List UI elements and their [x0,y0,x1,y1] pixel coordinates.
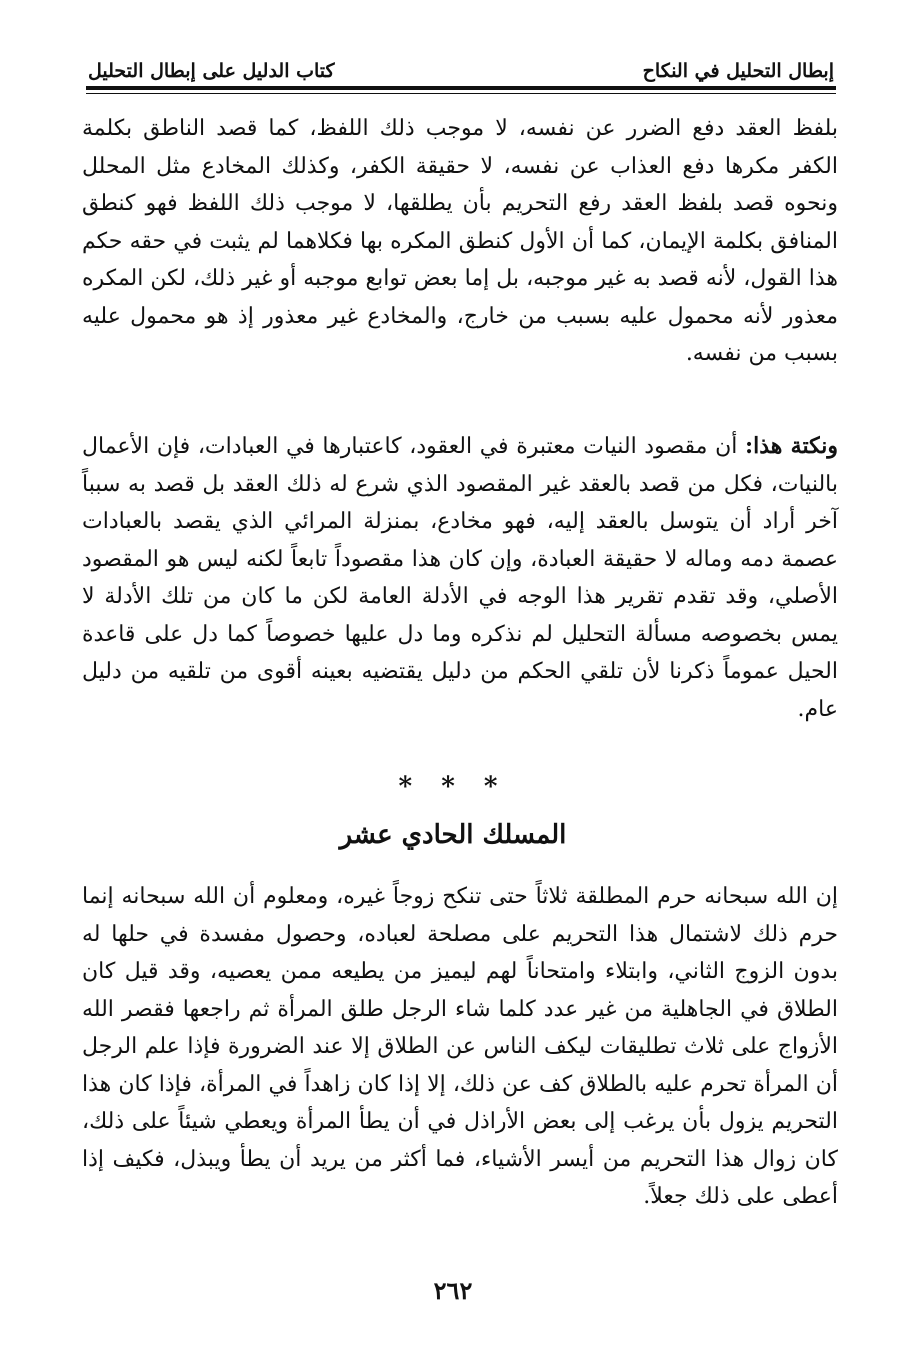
header-chapter-title: إبطال التحليل في النكاح [642,60,834,82]
header-rule-thin [86,93,836,94]
body-paragraph-2 [82,428,838,728]
paragraph-2-body: أن مقصود النيات معتبرة في العقود، كاعتبارها في العبادات، فإن الأعمال بالنيات، فكل من قصد بالعقد غير المقصود الذي شرع له ذلك العقد بل قصد به سبباً آخر أراد أن يتوسل بالعقد إليه، فهو مخادع، بمنزلة المرائي الذي يقصد بالعبادات عصمة دمه وماله لا حقيقة العبادة، وإن كان هذا مقصوداً تابعاً لكنه ليس هو المقصود الأصلي، وقد تقدم تقرير هذا الوجه في الأدلة العامة لكن ما كان من تلك الأدلة لا يمس بخصوصه مسألة التحليل لم نذكره وما دل عليها خصوصاً كما دل على قاعدة الحيل عموماً ذكرنا لأن تلقي الحكم من دليل يقتضيه بعينه أقوى من تلقيه من دليل عام. [82,434,838,722]
page-number: ٢٦٢ [433,1276,473,1305]
body-paragraph-3 [82,878,838,1216]
paragraph-1-text: بلفظ العقد دفع الضرر عن نفسه، لا موجب ذلك اللفظ، كما قصد الناطق بكلمة الكفر مكرها دفع العذاب عن نفسه، لا حقيقة الكفر، وكذلك المخادع مثل المحلل ونحوه قصد بلفظ العقد رفع التحريم بأن يطلقها، لا موجب ذلك اللفظ فهو كنطق المنافق بكلمة الإيمان، كما أن الأول كنطق المكره بها فكلاهما لم يثبت في حقه حكم هذا القول، لأنه قصد به غير موجبه، بل إما بعض توابع موجبه أو غير ذلك، لكن المكره معذور لأنه محمول عليه بسبب من خارج، والمخادع غير معذور إذ هو محمول عليه بسبب من نفسه. [82,116,838,366]
section-separator: * * * [398,772,508,802]
body-paragraph-1 [82,110,838,373]
section-heading: المسلك الحادي عشر [339,820,567,850]
header-rule-thick [86,86,836,90]
running-header [88,42,834,82]
paragraph-2-text [82,428,838,728]
paragraph-3-text: إن الله سبحانه حرم المطلقة ثلاثاً حتى تنكح زوجاً غيره، ومعلوم أن الله سبحانه إنما حرم ذلك لاشتمال هذا التحريم على مصلحة لعباده، وحصول مفسدة في حلها له بدون الزوج الثاني، وابتلاء وامتحاناً لهم ليميز من يطيعه ممن يعصيه، وقد قيل كان الطلاق في الجاهلية من غير عدد كلما شاء الرجل طلق المرأة ثم راجعها فقصر الله الأزواج على ثلاث تطليقات ليكف الناس عن الطلاق إلا عند الضرورة فإذا علم الرجل أن المرأة تحرم عليه بالطلاق كف عن ذلك، إلا إذا كان زاهداً في المرأة، فإذا كان هذا التحريم يزول بأن يرغب إلى بعض الأراذل في أن يطأ المرأة ويعطي شيئاً على ذلك، كان زوال هذا التحريم من أيسر الأشياء، فما أكثر من يريد أن يطأ ويبذل، فكيف إذا أعطى على ذلك جعلاً. [82,884,838,1209]
header-book-title: كتاب الدليل على إبطال التحليل [88,60,335,82]
paragraph-2-lead: ونكتة هذا: [744,433,838,459]
